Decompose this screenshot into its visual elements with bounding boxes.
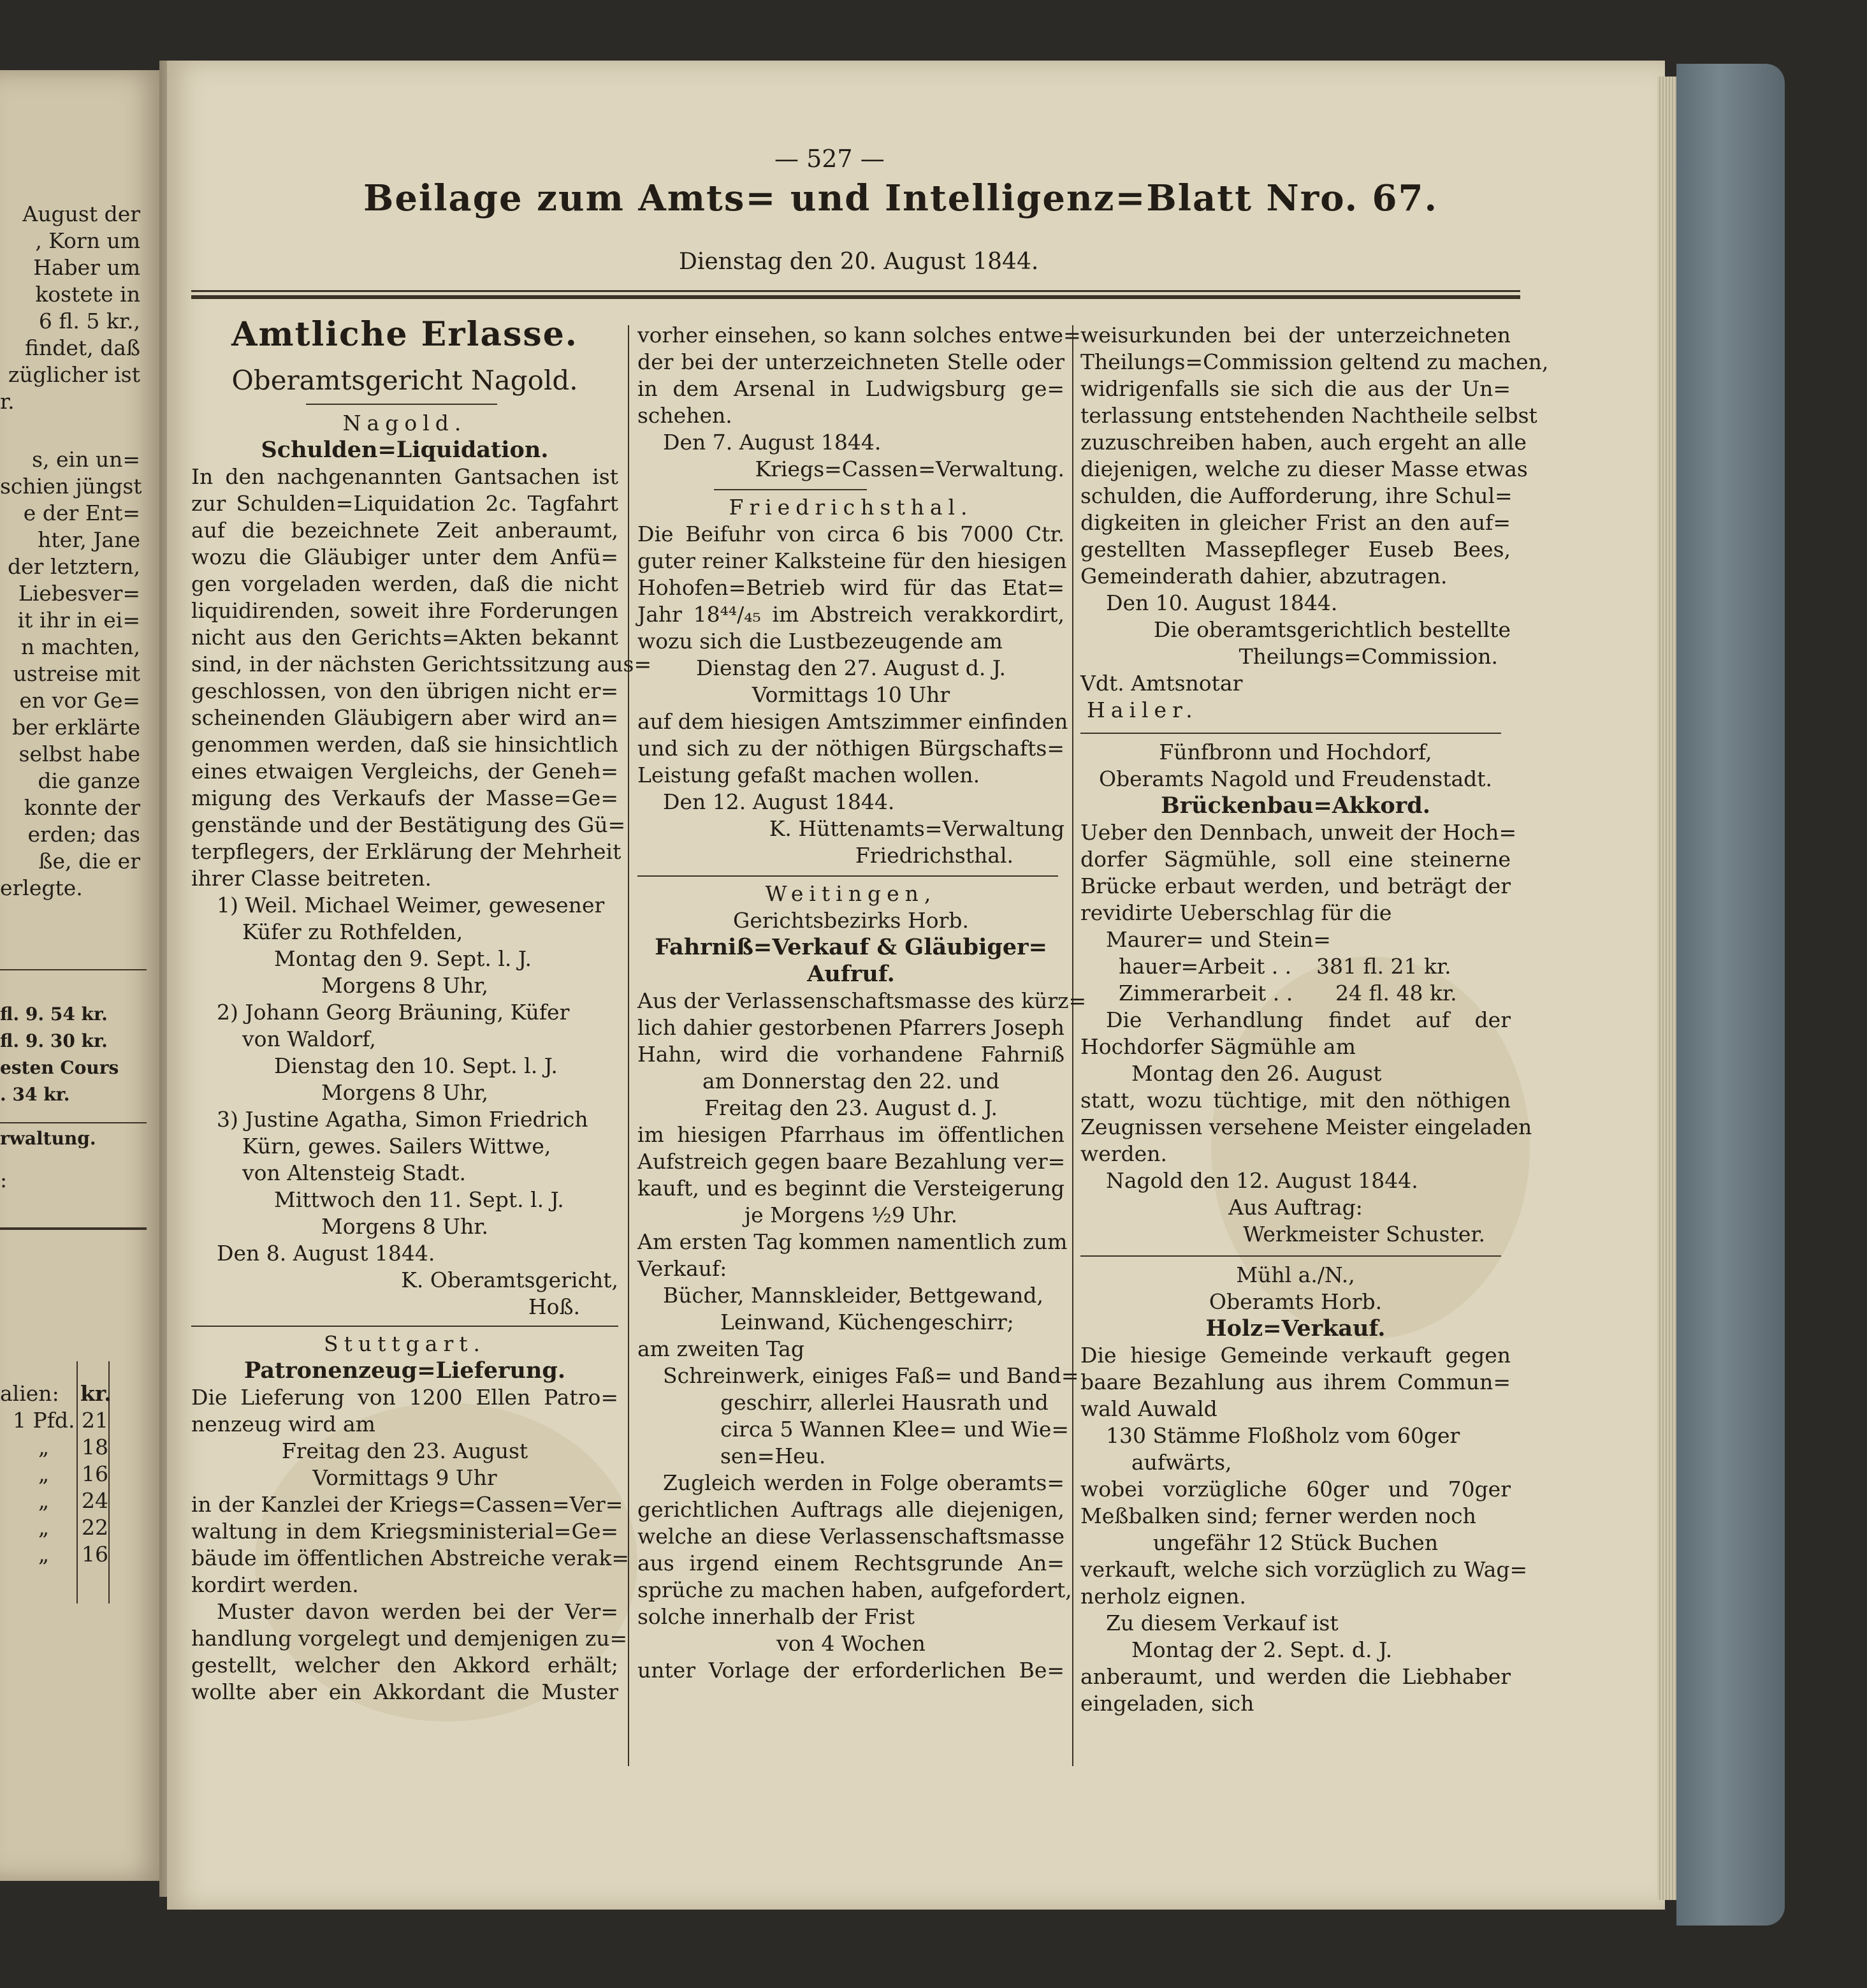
column-1: [191, 309, 652, 1706]
table-cell-right: 18: [82, 1435, 108, 1459]
signature: K. Hüttenamts=Verwaltung: [769, 816, 1064, 841]
body-line: zur Schulden=Liquidation 2c. Tagfahrt: [191, 491, 618, 516]
cost-value: 24 fl. 48 kr.: [1335, 981, 1457, 1005]
body-line: scheinenden Gläubigern aber wird an=: [191, 705, 618, 730]
list-item-date: Dienstag den 10. Sept. l. J.: [274, 1053, 558, 1078]
body-line: guter reiner Kalksteine für den hiesigen: [637, 548, 1067, 573]
court-name: Oberamtsgericht Nagold.: [231, 365, 578, 396]
list-item-date: Montag den 9. Sept. l. J.: [274, 946, 532, 971]
short-rule: [714, 489, 867, 490]
body-line: Aus der Verlassenschaftsmasse des kürz=: [637, 988, 1087, 1013]
auction-date: Montag den 26. August: [1131, 1061, 1382, 1086]
table-divider: [76, 1361, 78, 1604]
left-fragment-top: [0, 201, 140, 415]
fragment-line: schien jüngst: [0, 474, 142, 499]
fragment-line: die ganze: [38, 768, 140, 793]
place-name: Nagold.: [342, 411, 467, 435]
list-item: Küfer zu Rothfelden,: [242, 919, 463, 944]
list-item-time: Morgens 8 Uhr,: [321, 973, 488, 998]
notice-heading: Brückenbau=Akkord.: [1161, 793, 1430, 819]
list-item: 3) Justine Agatha, Simon Friedrich: [217, 1107, 588, 1132]
body-line: am zweiten Tag: [637, 1336, 804, 1361]
price-line: esten Cours: [0, 1057, 119, 1078]
body-line: Hochdorfer Sägmühle am: [1080, 1034, 1356, 1059]
body-line: gerichtlichen Auftrags alle diejenigen,: [637, 1497, 1064, 1522]
list-item: von Altensteig Stadt.: [242, 1160, 466, 1185]
auction-date: Freitag den 23. August d. J.: [704, 1095, 998, 1120]
table-cell-right: 24: [82, 1488, 108, 1513]
cost-label: hauer=Arbeit . .: [1119, 954, 1292, 979]
body-line: unter Vorlage der erforderlichen Be=: [637, 1658, 1064, 1683]
fragment-line: der letztern,: [8, 554, 140, 579]
goods-line: geschirr, allerlei Hausrath und: [720, 1390, 1049, 1415]
auction-time: Vormittags 9 Uhr: [312, 1465, 497, 1490]
body-line: welche an diese Verlassenschaftsmasse: [637, 1524, 1064, 1549]
fragment-rule: [0, 969, 147, 970]
fragment-line: kostete in: [35, 282, 140, 307]
body-line: nenzeug wird am: [191, 1412, 375, 1436]
signature: Kriegs=Cassen=Verwaltung.: [755, 457, 1064, 481]
price-line: . 34 kr.: [0, 1084, 70, 1105]
body-line: anberaumt, und werden die Liebhaber: [1080, 1664, 1511, 1689]
body-line: diejenigen, welche zu dieser Masse etwas: [1080, 457, 1528, 481]
price-line: fl. 9. 54 kr.: [0, 1004, 108, 1025]
notice-heading: Holz=Verkauf.: [1205, 1315, 1386, 1341]
body-line: sind, in der nächsten Gerichtssitzung aus=: [191, 652, 652, 676]
body-line: bäude im öffentlichen Abstreiche verak=: [191, 1546, 630, 1570]
goods-line: aufwärts,: [1131, 1450, 1232, 1475]
body-line: Hahn, wird die vorhandene Fahrniß: [637, 1042, 1064, 1067]
body-line: Zugleich werden in Folge oberamts=: [663, 1470, 1064, 1495]
place-name: Mühl a./N.,: [1236, 1262, 1355, 1287]
goods-line: circa 5 Wannen Klee= und Wie=: [720, 1417, 1070, 1442]
goods-line: sen=Heu.: [720, 1443, 826, 1468]
fragment-line: e der Ent=: [23, 501, 140, 525]
body-line: Meßbalken sind; ferner werden noch: [1080, 1503, 1476, 1528]
fragment-line: ustreise mit: [13, 661, 140, 686]
fragment-line: ber erklärte: [11, 715, 140, 740]
table-header-left: alien:: [0, 1381, 59, 1406]
body-line: sprüche zu machen haben, aufgefordert,: [637, 1577, 1072, 1602]
fragment-line: züglicher ist: [8, 362, 140, 387]
body-line: Brücke erbaut werden, und beträgt der: [1080, 873, 1511, 898]
fragment-line: findet, daß: [24, 335, 140, 360]
body-line: auf die bezeichnete Zeit anberaumt,: [191, 518, 618, 543]
body-line: genommen werden, daß sie hinsichtlich: [191, 732, 618, 757]
body-line: terlassung entstehenden Nachtheile selbst: [1080, 403, 1537, 428]
body-line: weisurkunden bei der unterzeichneten: [1080, 323, 1511, 347]
body-line: aus irgend einem Rechtsgrunde An=: [637, 1551, 1064, 1575]
fragment-line: selbst habe: [18, 742, 140, 766]
body-line: auf dem hiesigen Amtszimmer einfinden: [637, 709, 1068, 734]
fragment-admin: rwaltung.: [0, 1128, 96, 1149]
fragment-colon: :: [0, 1167, 8, 1192]
body-line: nerholz eignen.: [1080, 1584, 1246, 1609]
body-line: Die Beifuhr von circa 6 bis 7000 Ctr.: [637, 522, 1064, 546]
table-header-right: kr.: [80, 1381, 112, 1406]
table-cell-right: 16: [82, 1542, 108, 1567]
column-divider: [1072, 325, 1073, 1766]
body-line: schehen.: [637, 403, 732, 428]
body-line: in dem Arsenal in Ludwigsburg ge=: [637, 376, 1064, 401]
body-line: ihrer Classe beitreten.: [191, 866, 432, 891]
list-item: von Waldorf,: [242, 1027, 376, 1051]
goods-line: Schreinwerk, einiges Faß= und Band=: [663, 1363, 1079, 1388]
body-line: Gemeinderath dahier, abzutragen.: [1080, 564, 1448, 588]
dateline: Nagold den 12. August 1844.: [1106, 1168, 1418, 1193]
body-line: der bei der unterzeichneten Stelle oder: [637, 349, 1064, 374]
body-line: Hohofen=Betrieb wird für das Etat=: [637, 575, 1064, 600]
body-line: Die hiesige Gemeinde verkauft gegen: [1080, 1343, 1511, 1368]
table-cell-left: „: [38, 1515, 50, 1540]
notice-heading: Aufruf.: [807, 961, 895, 987]
body-line: Verkauf:: [637, 1256, 727, 1281]
body-line: Ueber den Dennbach, unweit der Hoch=: [1080, 820, 1517, 845]
body-line: wozu sich die Lustbezeugende am: [637, 629, 1003, 654]
cost-label: Maurer= und Stein=: [1106, 927, 1331, 952]
body-line: schulden, die Aufforderung, ihre Schul=: [1080, 483, 1513, 508]
cost-label: Zimmerarbeit . .: [1119, 981, 1293, 1005]
body-line: genstände und der Bestätigung des Gü=: [191, 812, 626, 837]
body-line: in der Kanzlei der Kriegs=Cassen=Ver=: [191, 1492, 623, 1517]
body-line: solche innerhalb der Frist: [637, 1604, 915, 1629]
place-name: Weitingen,: [765, 881, 937, 906]
list-item: 1) Weil. Michael Weimer, gewesener: [217, 893, 605, 917]
body-line: im hiesigen Pfarrhaus im öffentlichen: [637, 1122, 1064, 1147]
body-line: terpflegers, der Erklärung der Mehrheit: [191, 839, 621, 864]
fragment-line: ße, die er: [38, 849, 140, 873]
body-line: Jahr 18⁴⁴/₄₅ im Abstreich verakkordirt,: [637, 602, 1064, 627]
body-line: Leistung gefaßt machen wollen.: [637, 763, 980, 787]
notice-rule: [191, 1326, 618, 1327]
fragment-line: August der: [22, 201, 140, 226]
body-line: gestellt, welcher den Akkord erhält;: [191, 1653, 618, 1677]
table-cell-left: „: [38, 1542, 50, 1567]
body-line: digkeiten in gleicher Frist an den auf=: [1080, 510, 1511, 535]
district-name: Oberamts Horb.: [1209, 1289, 1383, 1314]
table-cell-left: „: [38, 1435, 50, 1459]
fragment-line: it ihr in ei=: [17, 608, 140, 632]
page-title: Beilage zum Amts= und Intelligenz=Blatt Nro. 67.: [363, 177, 1438, 219]
body-line: Muster davon werden bei der Ver=: [217, 1599, 618, 1624]
short-rule: [306, 404, 497, 405]
body-line: nicht aus den Gerichts=Akten bekannt: [191, 625, 618, 650]
column-3: [1080, 322, 1549, 1717]
body-line: gestellten Massepfleger Euseb Bees,: [1080, 537, 1511, 562]
fragment-line: 6 fl. 5 kr.,: [38, 309, 140, 333]
fragment-line: hter, Jane: [38, 527, 140, 552]
body-line: und sich zu der nöthigen Bürgschafts=: [637, 736, 1064, 761]
fragment-rule: [0, 1227, 147, 1230]
body-line: zuzuschreiben haben, auch ergeht an alle: [1080, 430, 1527, 455]
body-line: handlung vorgelegt und demjenigen zu=: [191, 1626, 628, 1651]
body-line: wozu die Gläubiger unter dem Anfü=: [191, 545, 618, 569]
header-rule: [191, 290, 1520, 292]
notice-rule: [637, 875, 1058, 877]
notice-rule: [1080, 733, 1501, 734]
body-line: wollte aber ein Akkordant die Muster: [191, 1679, 618, 1704]
signature: Werkmeister Schuster.: [1243, 1222, 1485, 1246]
body-line: Theilungs=Commission geltend zu machen,: [1080, 349, 1549, 374]
dateline: Den 10. August 1844.: [1106, 590, 1338, 615]
district-name: Gerichtsbezirks Horb.: [733, 908, 969, 933]
fragment-line: konnte der: [24, 795, 140, 820]
body-line: kordirt werden.: [191, 1572, 359, 1597]
goods-line: 130 Stämme Floßholz vom 60ger: [1106, 1423, 1460, 1448]
dateline: Den 8. August 1844.: [217, 1241, 435, 1266]
price-line: fl. 9. 30 kr.: [0, 1030, 108, 1051]
column-2: [637, 322, 1087, 1684]
notice-heading: Fahrniß=Verkauf & Gläubiger=: [655, 934, 1047, 960]
district-name: Oberamts Nagold und Freudenstadt.: [1098, 766, 1493, 791]
vidit-line: Vdt. Amtsnotar: [1080, 671, 1243, 696]
body-line: Aufstreich gegen baare Bezahlung ver=: [637, 1149, 1066, 1174]
body-line: vorher einsehen, so kann solches entwe=: [637, 323, 1081, 347]
body-line: migung des Verkaufs der Masse=Ge=: [191, 786, 618, 810]
body-line: Zeugnissen versehene Meister eingeladen: [1080, 1115, 1532, 1139]
auction-time: je Morgens ½9 Uhr.: [744, 1202, 958, 1227]
book-cover-edge: [1676, 64, 1785, 1926]
table-cell-right: 21: [82, 1408, 108, 1433]
body-line: baare Bezahlung aus ihrem Commun=: [1080, 1370, 1511, 1394]
body-line: eines etwaigen Vergleichs, der Geneh=: [191, 759, 618, 784]
fragment-line: en vor Ge=: [19, 688, 140, 713]
dateline: Den 12. August 1844.: [663, 789, 895, 814]
list-item: Kürn, gewes. Sailers Wittwe,: [242, 1134, 551, 1158]
goods-line: Leinwand, Küchengeschirr;: [720, 1310, 1014, 1334]
auction-date: Montag der 2. Sept. d. J.: [1131, 1637, 1393, 1662]
signature: K. Oberamtsgericht,: [401, 1268, 618, 1292]
left-page-fragment: [0, 70, 167, 1881]
header-rule: [191, 295, 1520, 299]
fragment-line: r.: [0, 389, 15, 414]
body-line: geschlossen, von den übrigen nicht er=: [191, 678, 618, 703]
auction-date: Freitag den 23. August: [281, 1438, 528, 1463]
fragment-line: erlegte.: [0, 875, 83, 900]
body-line: revidirte Ueberschlag für die: [1080, 900, 1392, 925]
body-line: Zu diesem Verkauf ist: [1106, 1611, 1339, 1635]
place-name: Fünfbronn und Hochdorf,: [1159, 740, 1432, 764]
table-cell-right: 22: [82, 1515, 108, 1540]
fragment-line: s, ein un=: [32, 447, 140, 472]
body-line: wobei vorzügliche 60ger und 70ger: [1080, 1477, 1511, 1502]
body-line: gen vorgeladen werden, daß die nicht: [191, 571, 618, 596]
body-line: kauft, und es beginnt die Versteigerung: [637, 1176, 1064, 1201]
fragment-line: Liebesver=: [18, 581, 140, 606]
fragment-line: Haber um: [33, 255, 140, 280]
left-fragment-prices: [0, 1001, 153, 1108]
cost-value: 381 fl. 21 kr.: [1316, 954, 1451, 979]
left-fragment-mid: [0, 446, 140, 902]
body-line: lich dahier gestorbenen Pfarrers Joseph: [637, 1015, 1064, 1040]
vidit-name: Hailer.: [1087, 698, 1198, 722]
signature: Die oberamtsgerichtlich bestellte: [1153, 617, 1511, 642]
notice-rule: [1080, 1255, 1501, 1257]
list-item: 2) Johann Georg Bräuning, Küfer: [217, 1000, 570, 1025]
deadline: von 4 Wochen: [776, 1631, 926, 1656]
goods-line: Bücher, Mannskleider, Bettgewand,: [663, 1283, 1043, 1308]
fragment-line: erden; das: [27, 822, 140, 847]
notice-heading: Schulden=Liquidation.: [261, 437, 549, 463]
place-name: Friedrichsthal.: [729, 495, 973, 520]
body-line: Die Verhandlung findet auf der: [1106, 1007, 1511, 1032]
signature: Friedrichsthal.: [855, 843, 1013, 868]
fragment-line: , Korn um: [35, 228, 140, 253]
body-line: wald Auwald: [1080, 1396, 1217, 1421]
body-line: statt, wozu tüchtige, mit den nöthigen: [1080, 1088, 1511, 1113]
table-cell-left: „: [38, 1488, 50, 1513]
table-cell-left: „: [38, 1461, 50, 1486]
auction-time: Vormittags 10 Uhr: [752, 682, 950, 707]
place-name: Stuttgart.: [324, 1331, 486, 1356]
fragment-rule: [0, 1122, 147, 1123]
body-line: waltung in dem Kriegsministerial=Ge=: [191, 1519, 618, 1544]
dateline: Den 7. August 1844.: [663, 430, 882, 455]
table-cell-left: 1 Pfd.: [13, 1408, 75, 1433]
cost-table: [1080, 926, 1511, 1007]
section-title: Amtliche Erlasse.: [231, 315, 578, 354]
body-line: dorfer Sägmühle, soll eine steinerne: [1080, 847, 1511, 872]
notice-heading: Patronenzeug=Lieferung.: [243, 1357, 566, 1384]
issue-date: Dienstag den 20. August 1844.: [679, 249, 1039, 275]
body-line: widrigenfalls sie sich die aus der Un=: [1080, 376, 1511, 401]
page-number: — 527 —: [774, 145, 885, 173]
body-line: In den nachgenannten Gantsachen ist: [191, 464, 618, 489]
list-item-time: Morgens 8 Uhr.: [321, 1214, 488, 1239]
signature: Theilungs=Commission.: [1239, 644, 1498, 669]
auction-date: am Donnerstag den 22. und: [702, 1069, 1000, 1093]
body-line: eingeladen, sich: [1080, 1691, 1254, 1716]
table-cell-right: 16: [82, 1461, 108, 1486]
body-line: liquidirenden, soweit ihre Forderungen: [191, 598, 618, 623]
body-line: werden.: [1080, 1141, 1167, 1166]
fragment-line: n machten,: [21, 634, 140, 659]
signature: Aus Auftrag:: [1228, 1195, 1363, 1220]
body-line: Am ersten Tag kommen namentlich zum: [637, 1229, 1068, 1254]
body-line: Die Lieferung von 1200 Ellen Patro=: [191, 1385, 618, 1410]
list-item-time: Morgens 8 Uhr,: [321, 1080, 488, 1105]
body-line: verkauft, welche sich vorzüglich zu Wag=: [1080, 1557, 1528, 1582]
goods-line: ungefähr 12 Stück Buchen: [1152, 1530, 1439, 1555]
auction-date: Dienstag den 27. August d. J.: [695, 655, 1006, 680]
list-item-date: Mittwoch den 11. Sept. l. J.: [274, 1187, 564, 1212]
signature: Hoß.: [528, 1294, 580, 1319]
